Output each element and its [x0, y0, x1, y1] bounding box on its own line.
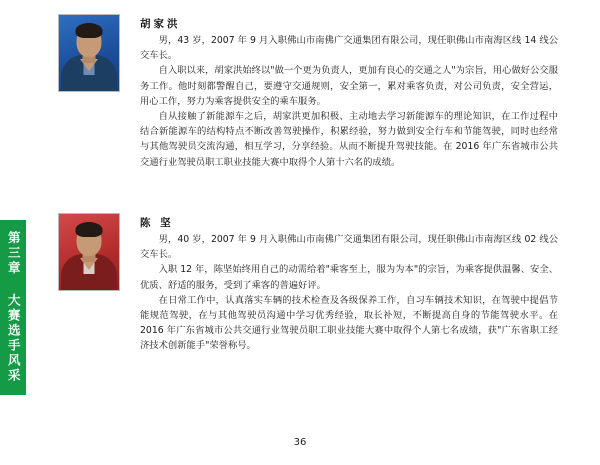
hair-shape	[76, 23, 103, 38]
portrait-photo-image	[59, 214, 119, 290]
bio-paragraph: 自入职以来，胡家洪始终以"做一个更为负责人，更加有良心的交通之人"为宗旨，用心做好公交服务工作。他时刻都警醒自己，要遵守交通规则，安全第一，累对乘客负责，对公司负责，安全营运，用心工作，努力为乘客提供安全的乘车服务。	[140, 65, 558, 107]
person-bio	[140, 232, 558, 354]
portrait-photo	[58, 14, 120, 92]
person-name: 陈 坚	[140, 217, 174, 229]
portrait-photo-image	[59, 15, 119, 91]
portrait-photo	[58, 213, 120, 291]
bio-paragraph: 自从接触了新能源车之后，胡家洪更加积极、主动地去学习新能源车的理论知识，在工作过程中结合新能源车的结构特点不断改善驾驶操作，积累经验，努力做到安全行车和节能驾驶，同时也经常与其他驾驶员交流沟通，相互学习，分享经验。从而不断提升驾驶技能。在 2016 年广东省城市公共交通行业驾驶员职工职业技能大赛中取得个人第十六名的成绩。	[140, 111, 558, 168]
person-name: 胡家洪	[140, 18, 181, 30]
bio-paragraph: 男，40 岁，2007 年 9 月入职佛山市南佛广交通集团有限公司，现任职佛山市南海区线 02 线公交车长。	[140, 234, 558, 261]
page-number: 36	[293, 437, 307, 448]
bio-paragraph: 男，43 岁，2007 年 9 月入职佛山市南佛广交通集团有限公司，现任职佛山市南海区线 14 线公交车长。	[140, 35, 558, 62]
chapter-side-tab	[0, 220, 26, 395]
bio-paragraph: 入职 12 年，陈坚始终用自己的动需给着"乘客至上，服为为本"的宗旨，为乘客提供温馨、安全、优质、舒适的服务，受到了乘客的普遍好评。	[140, 264, 558, 291]
bio-paragraph: 在日常工作中，认真落实车辆的技术检查及各级保养工作，自习车辆技术知识，在驾驶中提倡节能规范驾驶，在与其他驾驶员沟通中学习优秀经验，取长补短，不断提高自身的节能驾驶水平。在 2016 年广东省城市公共交通行业驾驶员职工职业技能大赛中取得个人第七名成绩，获"广东省职工经济技术创新能手"荣誉称号。	[140, 294, 558, 352]
hair-shape	[76, 222, 103, 237]
person-bio	[140, 33, 558, 170]
chapter-side-tab-label: 第三章 大赛选手风采	[6, 231, 22, 384]
